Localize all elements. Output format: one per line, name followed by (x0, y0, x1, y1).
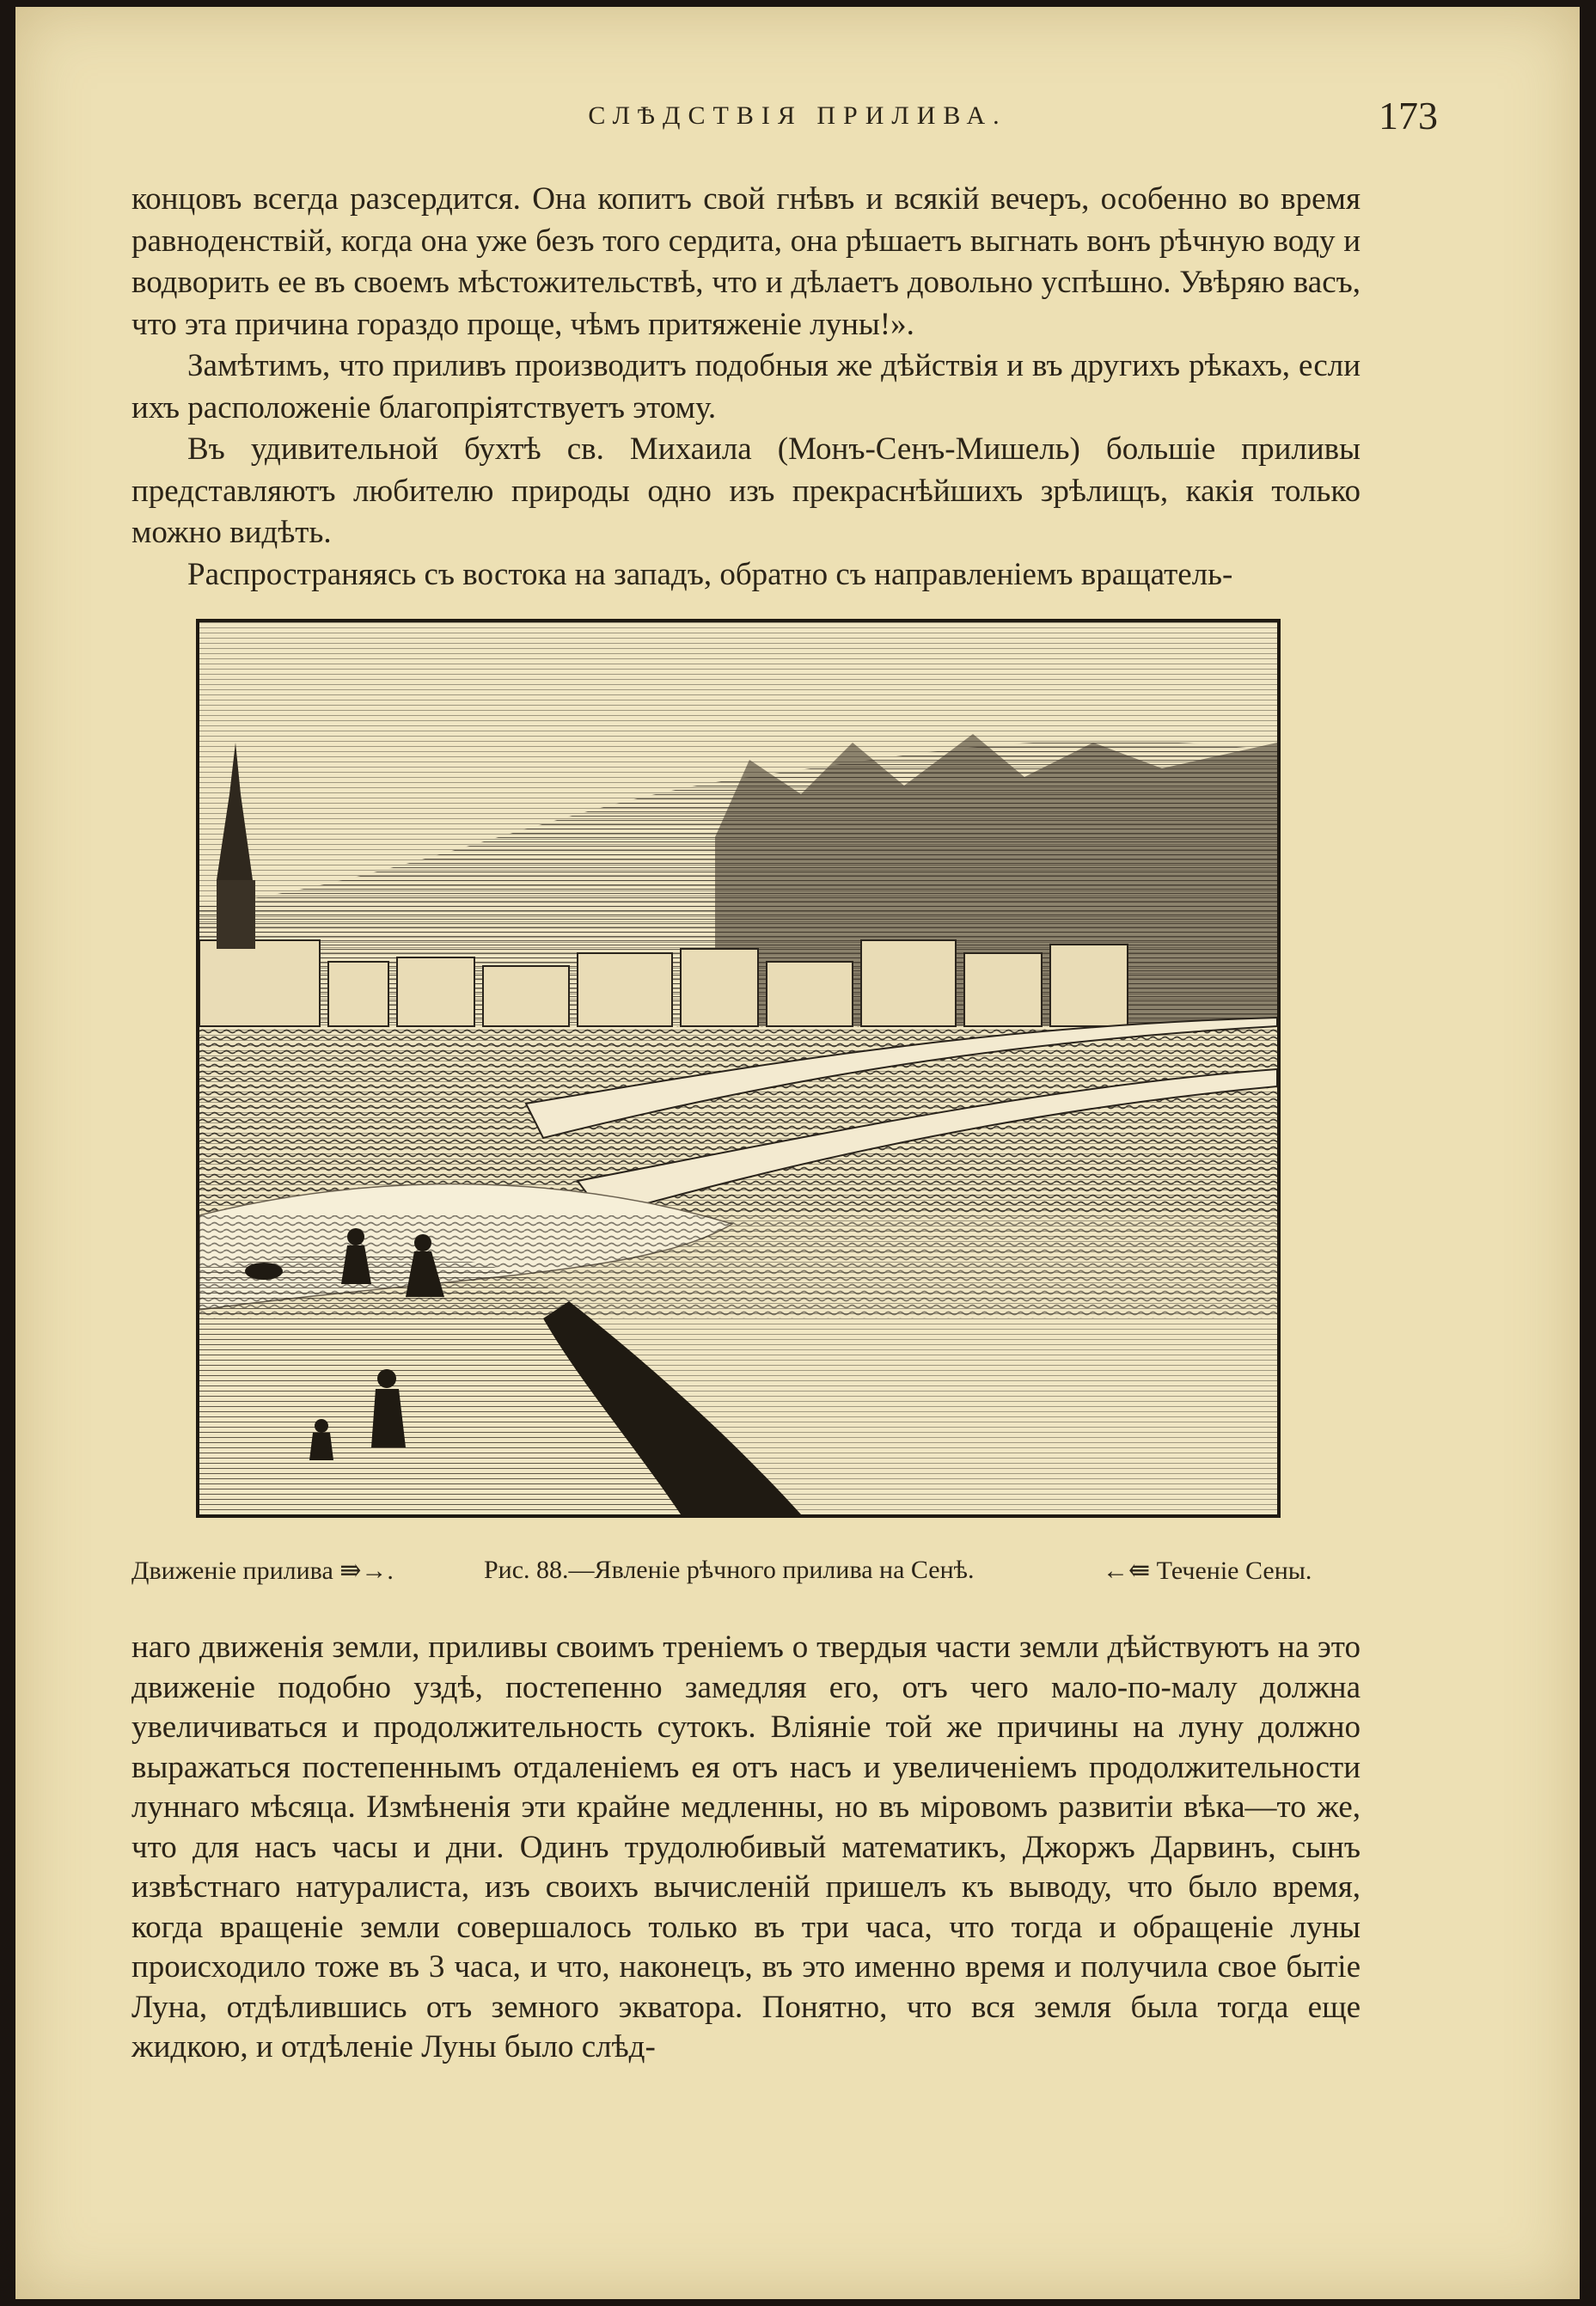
river (199, 1026, 1277, 1215)
paragraph: концовъ всегда разсердится. Она копитъ свой гнѣвъ и всякій вечеръ, особенно во время равноденствій, когда она уже безъ того сердита, она рѣшаетъ выгнать вонъ рѣчную воду и водворить ее въ своемъ мѣстожительствѣ, что и дѣлаетъ довольно успѣшно. Увѣряю васъ, что эта причина гораздо проще, чѣмъ притяженіе луны!». (131, 181, 1361, 342)
left-arrow-icon: ←⇚ (1103, 1557, 1151, 1585)
paragraph: наго движенія земли, приливы своимъ треніемъ о твердыя части земли дѣйствуютъ на это движеніе подобно уздѣ, постепенно замедляя его, отъ чего мало-по-малу должна увеличиваться и продолжительность сутокъ. Вліяніе той же причины на луну должно выражаться постепеннымъ отдаленіемъ ея отъ насъ и увеличеніемъ продолжительности луннаго мѣсяца. Измѣненія эти крайне медленны, но въ міровомъ развитіи вѣка—то же, что для насъ часы и дни. Одинъ трудолюбивый математикъ, Джоржъ Дарвинъ, сынъ извѣстнаго натуралиста, изъ своихъ вычисленій пришелъ къ выводу, что было время, когда вращеніе земли совершалось только въ три часа, что тогда и обращеніе луны происходило тоже въ 3 часа, и что, наконецъ, въ это именно время и получила свое бытіе Луна, отдѣлившись отъ земного экватора. Понятно, что вся земля была тогда еще жидкою, и отдѣленіе Луны было слѣд- (131, 1630, 1361, 2064)
paragraph: Распространяясь съ востока на западъ, обратно съ направленіемъ вращатель- (187, 556, 1233, 592)
running-head: СЛѢДСТВІЯ ПРИЛИВА. (588, 101, 1007, 130)
paragraph: Въ удивительной бухтѣ св. Михаила (Монъ-Сенъ-Мишель) большіе приливы представляютъ любителю природы одно изъ прекраснѣйшихъ зрѣлищъ, какія только можно видѣть. (131, 431, 1361, 550)
book-page (15, 7, 1580, 2299)
page-number: 173 (1379, 94, 1438, 138)
figure-caption: Рис. 88.—Явленіе рѣчного прилива на Сенѣ. (484, 1556, 975, 1584)
bottom-text-block (131, 1628, 1361, 2068)
caption-right-label: Теченіе Сены. (1156, 1557, 1312, 1585)
right-arrow-icon: ⇛→. (339, 1557, 394, 1585)
caption-tide-direction (131, 1556, 394, 1586)
paragraph: Замѣтимъ, что приливъ производитъ подобныя же дѣйствія и въ другихъ рѣкахъ, если ихъ расположеніе благопріятствуетъ этому. (131, 348, 1361, 425)
engraving-picture (199, 622, 1277, 1514)
caption-left-label: Движеніе прилива (131, 1557, 333, 1585)
top-text-block (131, 179, 1361, 596)
tidal-bore-engraving (196, 619, 1281, 1518)
church-tower (217, 880, 255, 949)
caption-river-current (1103, 1556, 1312, 1586)
